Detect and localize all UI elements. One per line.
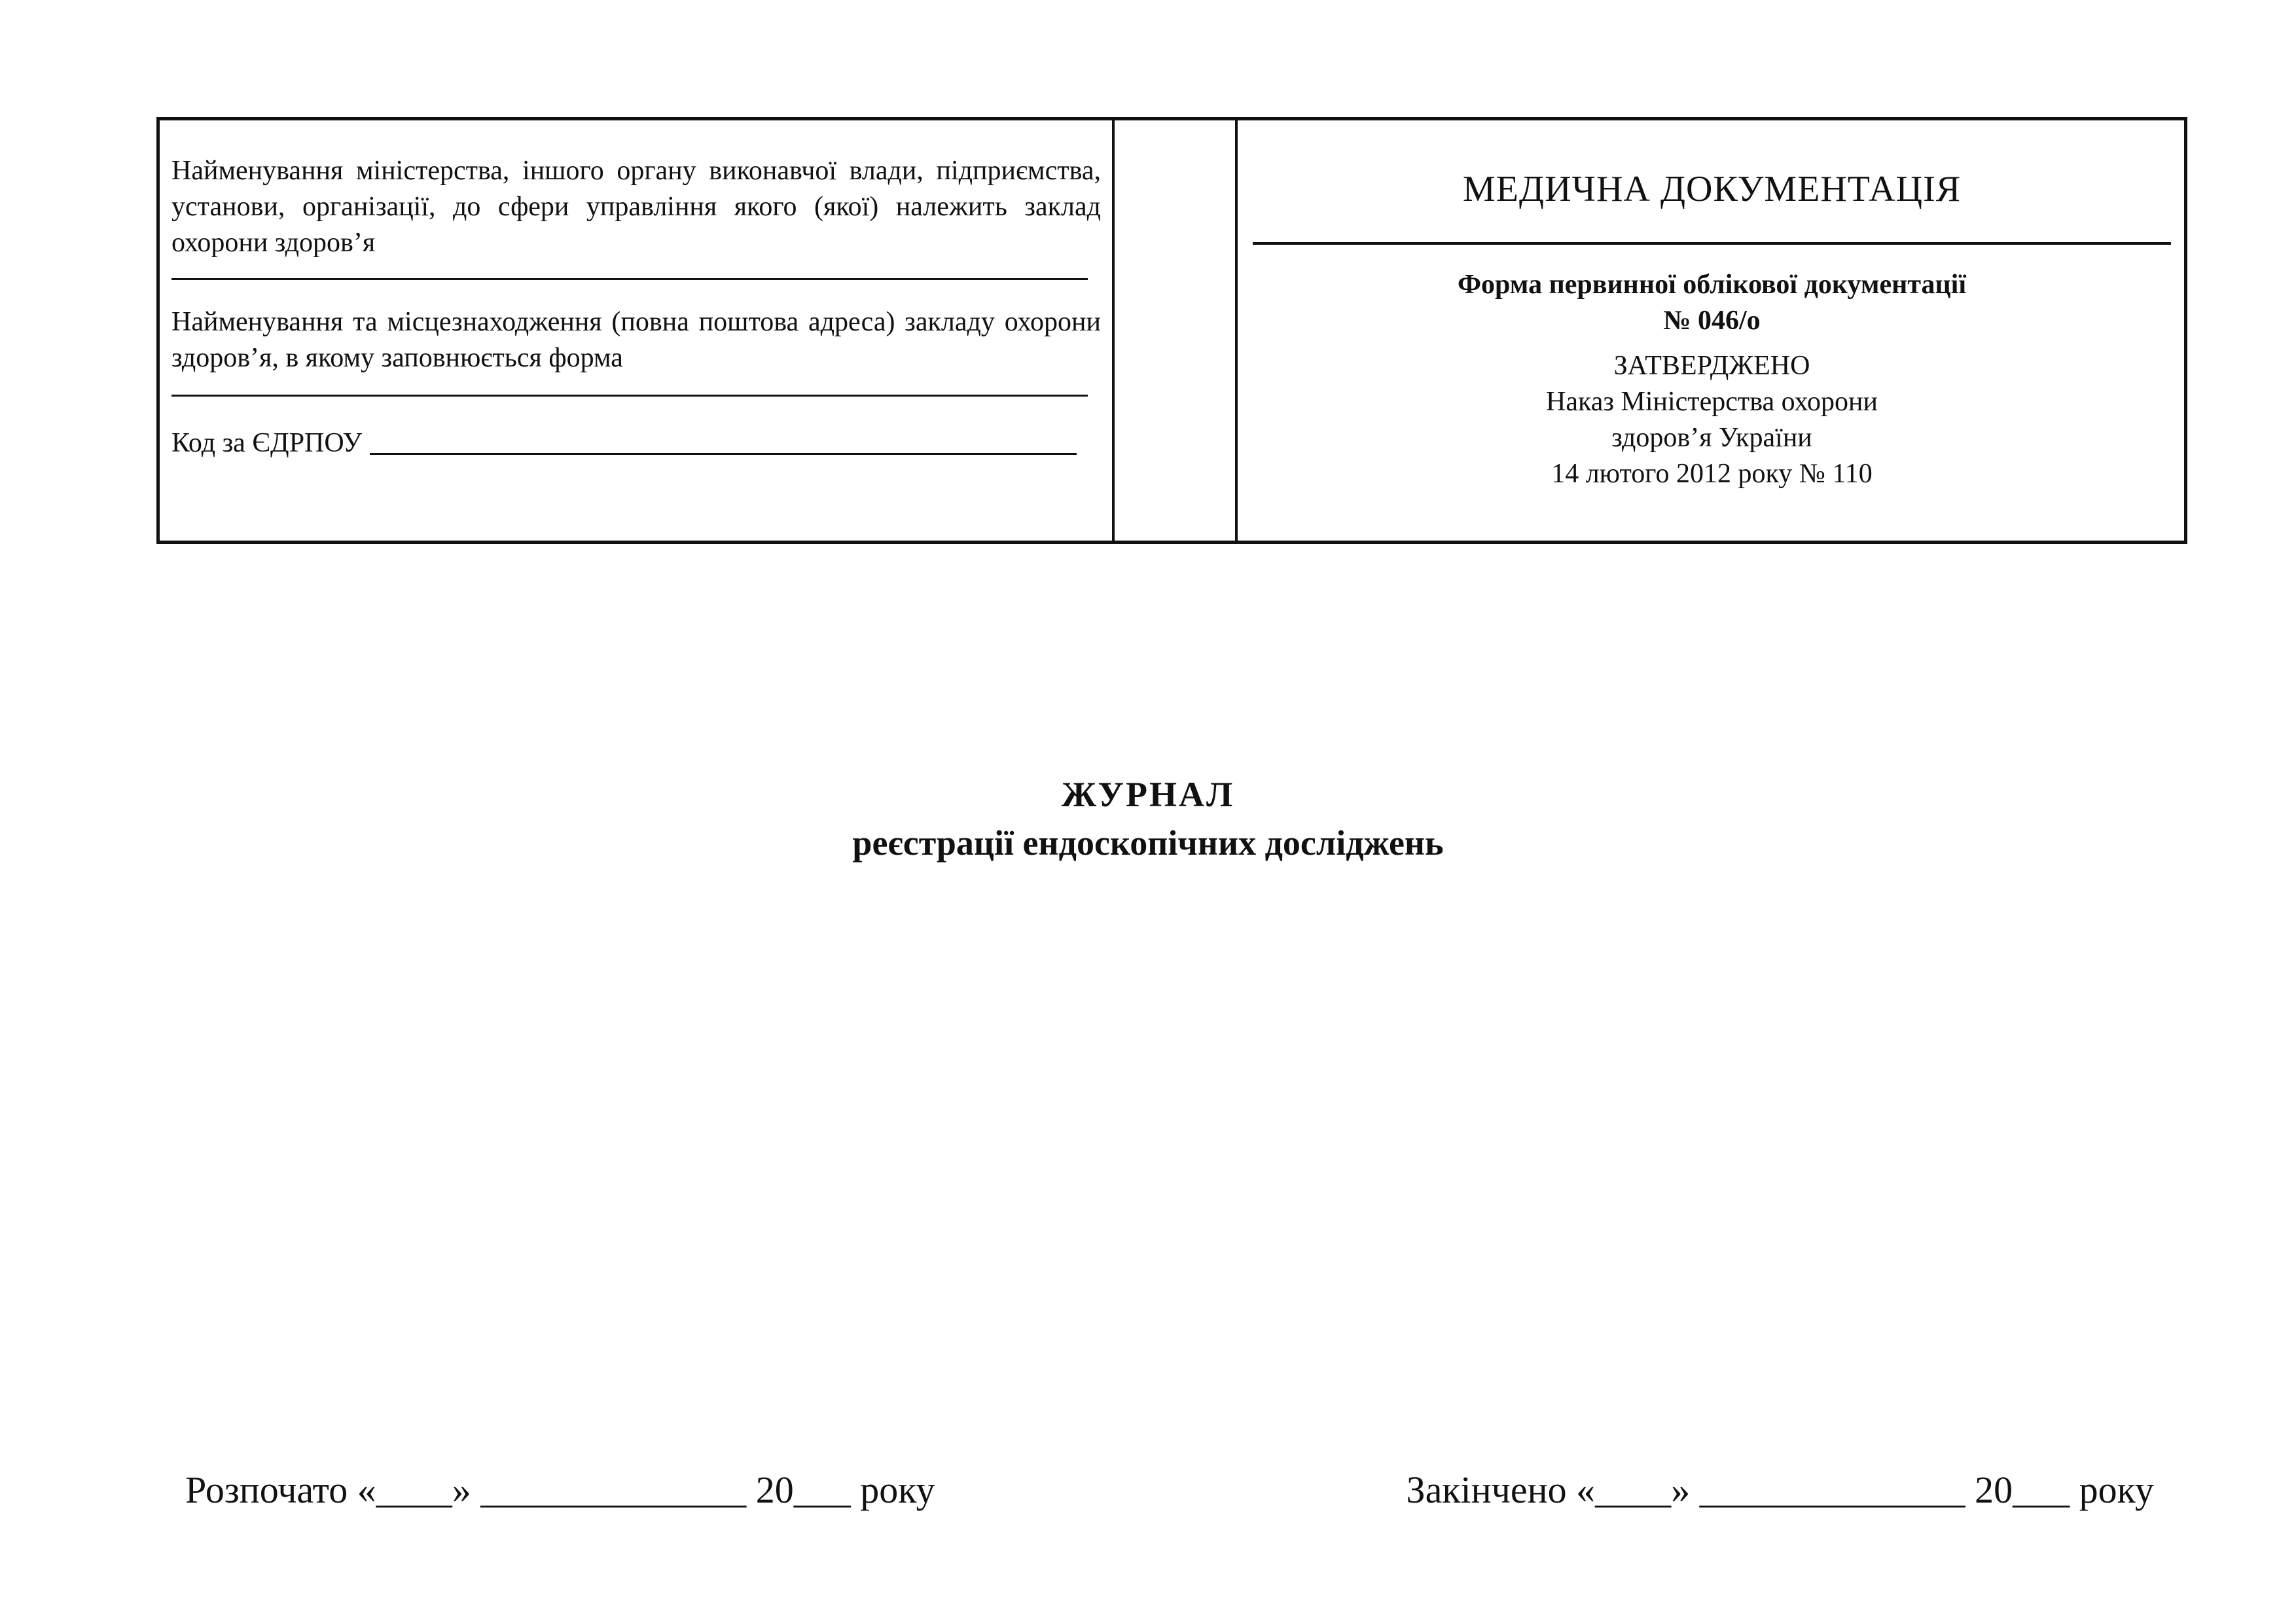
facility-fill-line[interactable] <box>171 395 1088 397</box>
edrpou-fill-line[interactable] <box>370 453 1077 455</box>
finished-date-field[interactable]: Закінчено «____» ______________ 20___ року <box>1406 1469 2154 1511</box>
title-divider <box>1253 242 2171 245</box>
journal-title: ЖУРНАЛ <box>1061 775 1235 814</box>
form-info-block <box>1252 120 2172 492</box>
form-number: № 046/о <box>1663 306 1761 336</box>
approved-label: ЗАТВЕРДЖЕНО <box>1613 351 1810 381</box>
approved-line-1: Наказ Міністерства охорони <box>1546 387 1878 417</box>
institution-block <box>171 153 1101 461</box>
started-date-field[interactable]: Розпочато «____» ______________ 20___ року <box>185 1469 935 1511</box>
column-divider-right <box>1235 120 1238 541</box>
medical-documentation-title: МЕДИЧНА ДОКУМЕНТАЦІЯ <box>1462 169 1962 209</box>
facility-text: Найменування та місцезнаходження (повна поштова адреса) закладу охорони здоров’я, в якому заповнюється форма <box>171 307 1101 373</box>
edrpou-row <box>171 425 1101 461</box>
edrpou-label: Код за ЄДРПОУ <box>171 428 363 458</box>
approved-line-3: 14 лютого 2012 року № 110 <box>1551 459 1873 489</box>
approval-block <box>1252 348 2172 492</box>
ministry-text: Найменування міністерства, іншого органу виконавчої влади, підприємства, установи, організації, до сфери управління якого (якої) належить заклад охорони здоров’я <box>171 156 1101 258</box>
ministry-fill-line[interactable] <box>171 278 1088 280</box>
form-line-1: Форма первинної облікової документації <box>1457 270 1967 300</box>
column-divider-left <box>1112 120 1115 541</box>
journal-heading <box>0 770 2296 867</box>
journal-subtitle: реєстрації ендоскопічних досліджень <box>852 823 1444 863</box>
header-box <box>156 117 2187 544</box>
approved-line-2: здоров’я України <box>1611 423 1812 453</box>
form-identifier <box>1252 267 2172 339</box>
